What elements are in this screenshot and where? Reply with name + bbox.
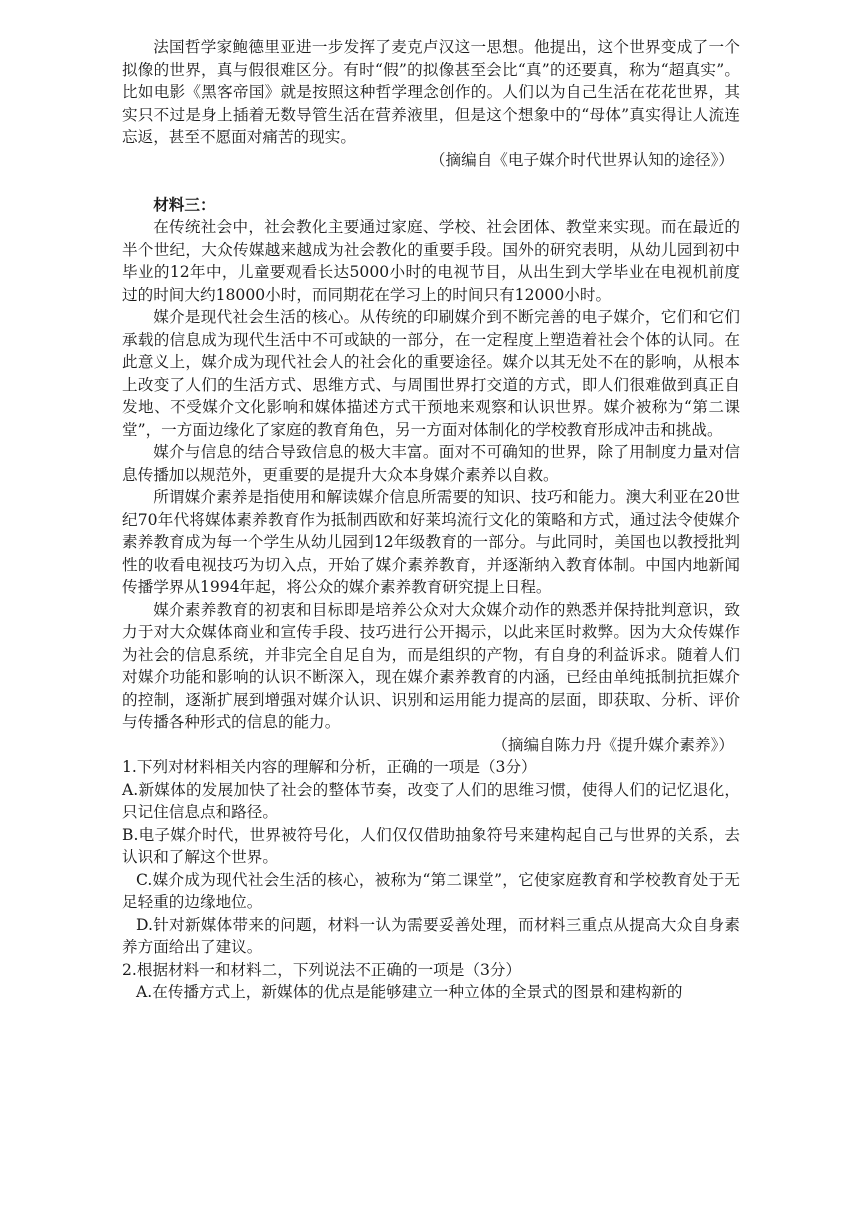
- question-1-option-d: D.针对新媒体带来的问题，材料一认为需要妥善处理，而材料三重点从提高大众自身素养方面给出了建议。: [122, 915, 740, 956]
- material3-paragraph-5: 媒介素养教育的初衷和目标即是培养公众对大众媒介动作的熟悉并保持批判意识，致力于对大众媒体商业和宣传手段、技巧进行公开揭示，以此来匡时救弊。因为大众传媒作为社会的信息系统，并非完全自足自为，而是组织的产物，有自身的利益诉求。随着人们对媒介功能和影响的认识不断深入，现在媒介素养教育的内涵，已经由单纯抵制抗拒媒介的控制，逐渐扩展到增强对媒介认识、识别和运用能力提高的层面，即获取、分析、评价与传播各种形式的信息的能力。: [122, 600, 740, 731]
- paragraph-intro: 法国哲学家鲍德里亚进一步发挥了麦克卢汉这一思想。他提出，这个世界变成了一个拟像的世界，真与假很难区分。有时“假”的拟像甚至会比“真”的还要真，称为“超真实”。比如电影《黑客帝国》就是按照这种哲学理念创作的。人们以为自己生活在花花世界，其实只不过是身上插着无数导管生活在营养液里，但是这个想象中的“母体”真实得让人流连忘返，甚至不愿面对痛苦的现实。: [122, 38, 740, 146]
- question-2: 2.根据材料一和材料二，下列说法不正确的一项是（3分）: [122, 960, 522, 979]
- question-2-option-a: A.在传播方式上，新媒体的优点是能够建立一种立体的全景式的图景和建构新的: [136, 983, 683, 1001]
- material3-paragraph-3: 媒介与信息的结合导致信息的极大丰富。面对不可确知的世界，除了用制度力量对信息传播加以规范外，更重要的是提升大众本身媒介素养以自救。: [122, 443, 740, 484]
- question-1-option-b: B.电子媒介时代，世界被符号化，人们仅仅借助抽象符号来建构起自己与世界的关系，去认识和了解这个世界。: [122, 825, 740, 866]
- question-1-option-a: A.新媒体的发展加快了社会的整体节奏，改变了人们的思维习惯，使得人们的记忆退化，只记住信息点和路径。: [122, 780, 740, 821]
- question-1-option-c: C.媒介成为现代社会生活的核心，被称为“第二课堂”，它使家庭教育和学校教育处于无足轻重的边缘地位。: [122, 870, 740, 911]
- source-citation-3: （摘编自陈力丹《提升媒介素养》）: [492, 735, 734, 754]
- material3-paragraph-2: 媒介是现代社会生活的核心。从传统的印刷媒介到不断完善的电子媒介，它们和它们承载的信息成为现代生活中不可或缺的一部分，在一定程度上塑造着社会个体的认同。在此意义上，媒介成为现代社会人的社会化的重要途径。媒介以其无处不在的影响，从根本上改变了人们的生活方式、思维方式、与周围世界打交道的方式，即人们很难做到真正自发地、不受媒介文化影响和媒体描述方式干预地来观察和认识世界。媒介被称为“第二课堂”，一方面边缘化了家庭的教育角色，另一方面对体制化的学校教育形成冲击和挑战。: [122, 308, 740, 439]
- material3-paragraph-4: 所谓媒介素养是指使用和解读媒介信息所需要的知识、技巧和能力。澳大利亚在20世纪70年代将媒体素养教育作为抵制西欧和好莱坞流行文化的策略和方式，通过法令使媒介素养教育成为每一个学生从幼儿园到12年级教育的一部分。与此同时，美国也以教授批判性的收看电视技巧为切入点，开始了媒介素养教育，并逐渐纳入教育体制。中国内地新闻传播学界从1994年起，将公众的媒介素养教育研究提上日程。: [122, 488, 740, 596]
- document-page: [122, 36, 740, 1004]
- material3-paragraph-1: 在传统社会中，社会教化主要通过家庭、学校、社会团体、教堂来实现。而在最近的半个世纪，大众传媒越来越成为社会教化的重要手段。国外的研究表明，从幼儿园到初中毕业的12年中，儿童要观看长达5000小时的电视节目，从出生到大学毕业在电视机前度过的时间大约18000小时，而同期花在学习上的时间只有12000小时。: [122, 218, 740, 304]
- question-1: 1.下列对材料相关内容的理解和分析，正确的一项是（3分）: [122, 758, 537, 776]
- source-citation-2: （摘编自《电子媒介时代世界认知的途径》）: [429, 150, 734, 169]
- section-heading-material-3: 材料三：: [153, 194, 216, 214]
